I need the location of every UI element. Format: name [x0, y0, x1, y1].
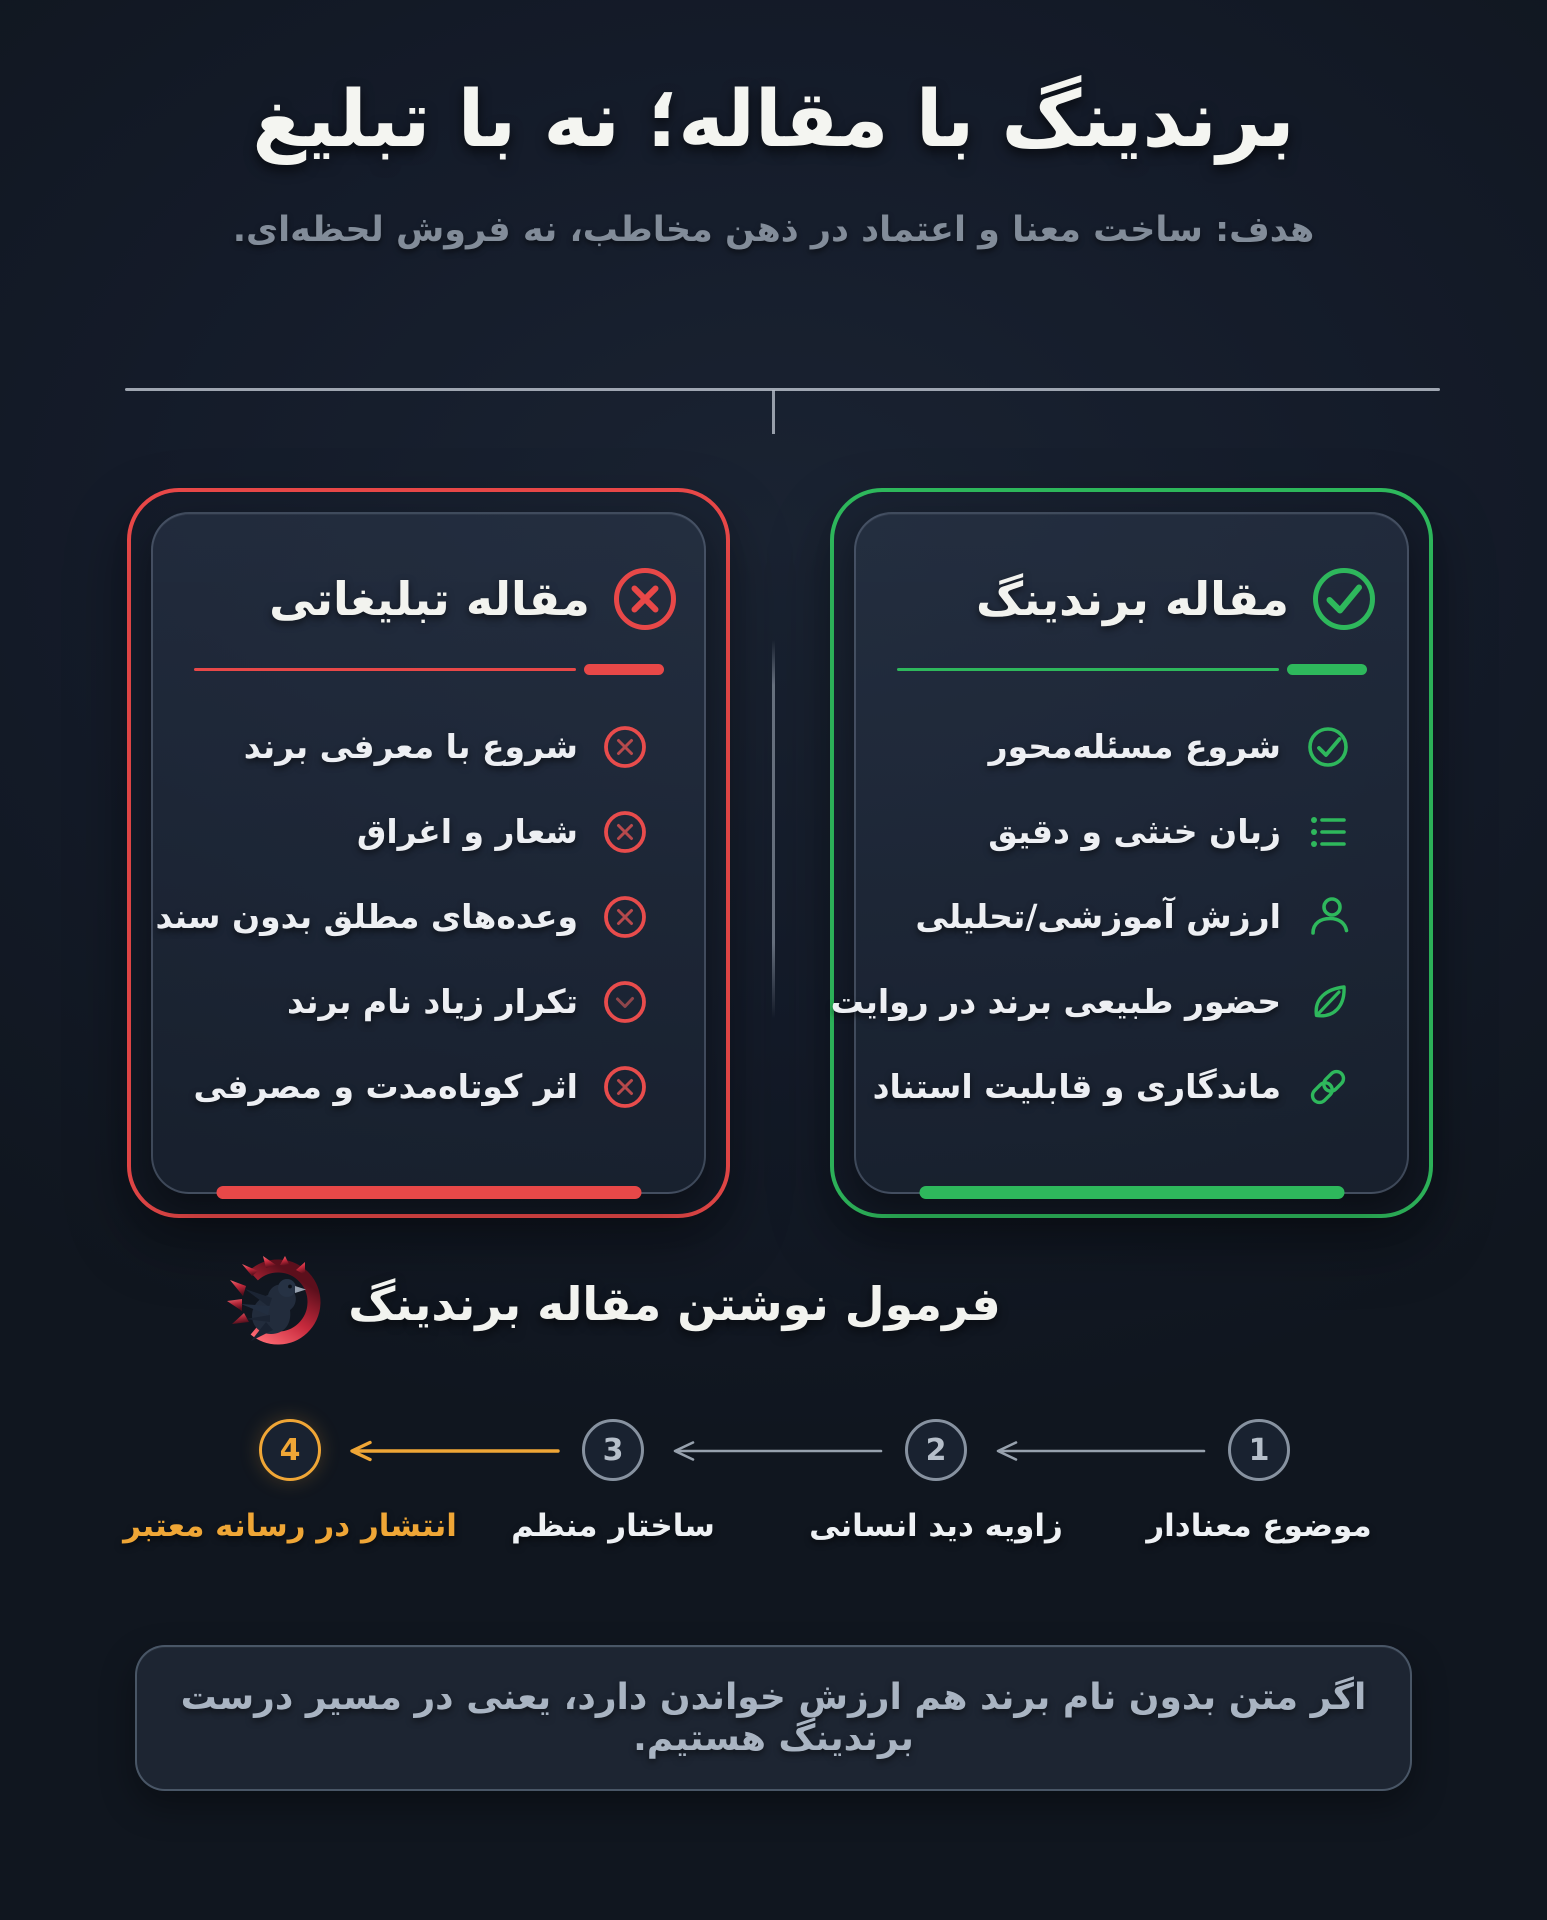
item-label: حضور طبیعی برند در روایت [830, 982, 1281, 1021]
leaf-icon [1305, 979, 1351, 1025]
promo-card-title: مقاله تبلیغاتی [269, 572, 590, 626]
check-circle-icon [1305, 724, 1351, 770]
x-circle-icon [602, 894, 648, 940]
list-item [830, 959, 1407, 1044]
list-item [856, 704, 1407, 789]
x-circle-icon [610, 564, 680, 634]
promo-article-card [127, 488, 730, 1218]
cards-vertical-divider [772, 640, 775, 1018]
arrow-left-highlight-icon [340, 1438, 563, 1464]
item-label: شروع مسئله‌محور [988, 727, 1281, 766]
branding-card-title: مقاله برندینگ [976, 572, 1289, 626]
card-accent-bar [919, 1186, 1344, 1199]
arrow-left-icon [663, 1438, 886, 1464]
list-item [856, 874, 1407, 959]
promo-card-panel [151, 512, 706, 1194]
check-circle-faint-icon [602, 979, 648, 1025]
item-label: اثر کوتاه‌مدت و مصرفی [193, 1067, 578, 1106]
list-item [153, 874, 704, 959]
footer-note-box [135, 1645, 1412, 1791]
list-item [856, 1044, 1407, 1129]
list-item [153, 959, 704, 1044]
step-3-label: ساختار منظم [511, 1508, 715, 1544]
list-item [856, 789, 1407, 874]
arrow-left-icon [986, 1438, 1209, 1464]
item-label: تکرار زیاد نام برند [287, 982, 578, 1021]
step-3-circle: 3 [582, 1419, 644, 1481]
list-item [153, 789, 704, 874]
list-icon [1305, 809, 1351, 855]
formula-header [0, 1256, 1387, 1352]
x-circle-icon [602, 1064, 648, 1110]
branding-card-panel [830, 512, 1409, 1194]
x-circle-icon [602, 724, 648, 770]
user-icon [1305, 894, 1351, 940]
step-1-circle: 1 [1228, 1419, 1290, 1481]
promo-card-header [199, 564, 750, 634]
item-label: وعده‌های مطلق بدون سند [155, 897, 578, 936]
page-title: برندینگ با مقاله؛ نه با تبلیغ [252, 75, 1295, 165]
divider-center-tick [772, 390, 775, 434]
step-2-circle: 2 [905, 1419, 967, 1481]
check-circle-icon [1309, 564, 1379, 634]
underline-line [897, 668, 1279, 671]
step-1-label: موضوع معنادار [1146, 1508, 1372, 1544]
step-4-label: انتشار در رسانه معتبر [123, 1508, 457, 1544]
item-label: ماندگاری و قابلیت استناد [872, 1067, 1281, 1106]
list-item [153, 704, 704, 789]
branding-header-underline [897, 664, 1367, 675]
link-icon [1305, 1064, 1351, 1110]
item-label: ارزش آموزشی/تحلیلی [915, 897, 1281, 936]
item-label: شروع با معرفی برند [243, 727, 578, 766]
item-label: شعار و اغراق [356, 812, 578, 851]
raven-crescent-logo [226, 1256, 322, 1352]
step-4-circle: 4 [259, 1419, 321, 1481]
footer-note-text: اگر متن بدون نام برند هم ارزش خواندن دارد، یعنی در مسیر درست برندینگ هستیم. [180, 1677, 1367, 1759]
underline-pill [584, 664, 664, 675]
card-accent-bar [216, 1186, 641, 1199]
formula-title: فرمول نوشتن مقاله برندینگ [348, 1277, 1001, 1331]
x-circle-icon [602, 809, 648, 855]
branding-card-header [902, 564, 1453, 634]
horizontal-divider [125, 388, 1440, 391]
promo-items-list [153, 704, 704, 1129]
item-label: زبان خنثی و دقیق [988, 812, 1281, 851]
branding-items-list [830, 704, 1407, 1129]
promo-header-underline [194, 664, 664, 675]
list-item [153, 1044, 704, 1129]
underline-line [194, 668, 576, 671]
step-2-label: زاویه دید انسانی [809, 1508, 1063, 1544]
branding-article-card [830, 488, 1433, 1218]
underline-pill [1287, 664, 1367, 675]
page-subtitle: هدف: ساخت معنا و اعتماد در ذهن مخاطب، نه فروش لحظه‌ای. [232, 210, 1315, 250]
